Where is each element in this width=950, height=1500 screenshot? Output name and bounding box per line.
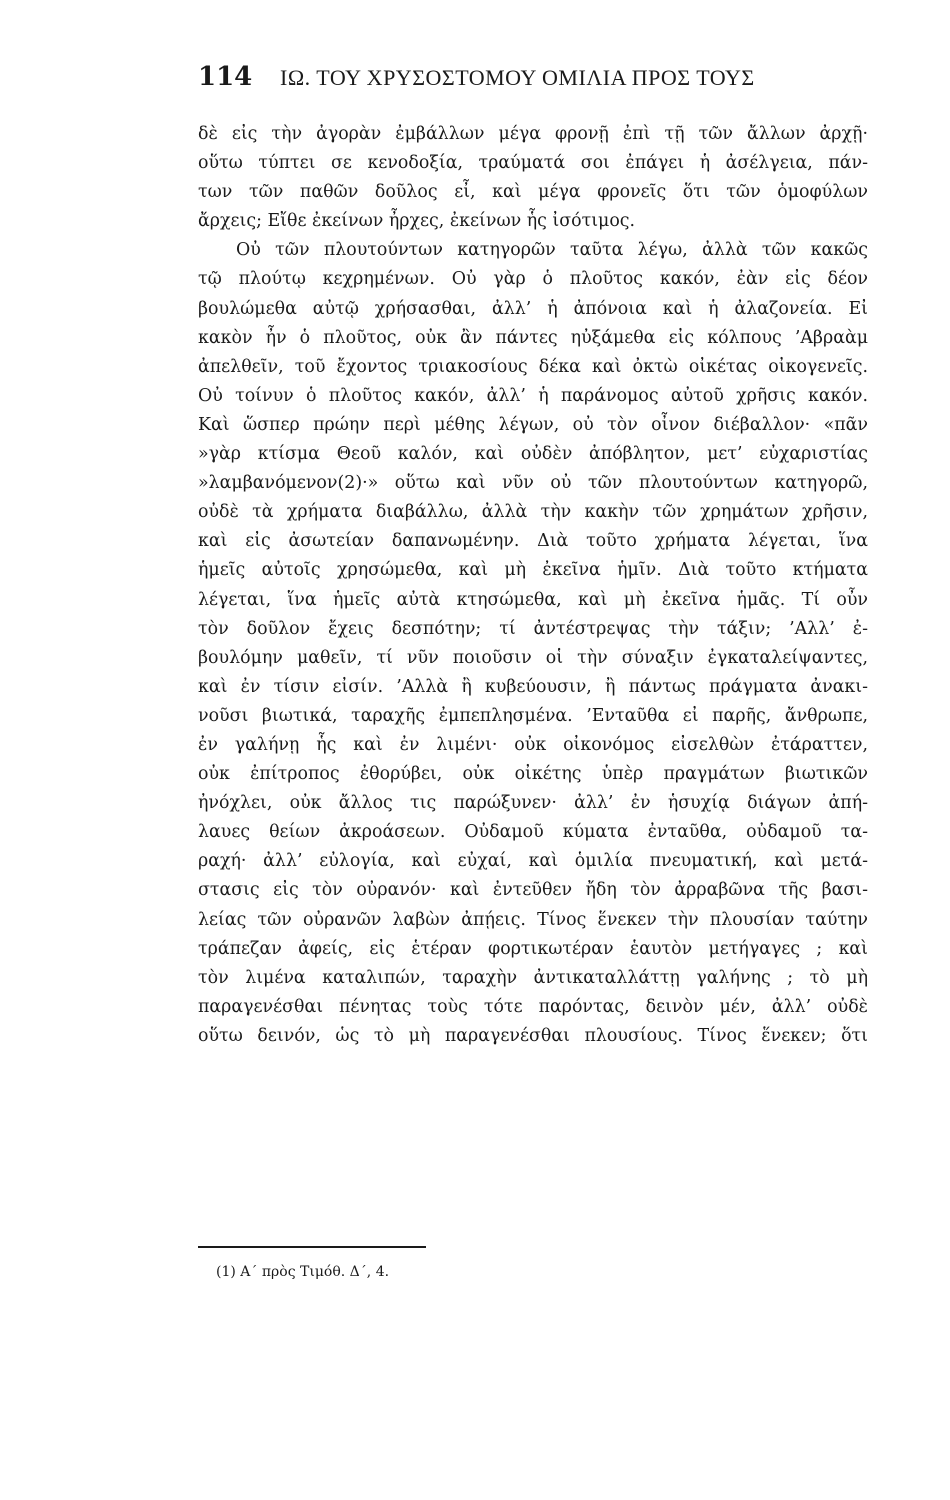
text-line: ἡμεῖς αὐτοῖς χρησώμεθα, καὶ μὴ ἐκεῖνα ἡμῖν. Διὰ τοῦτο κτήματα — [198, 560, 868, 581]
text-line: οὐδὲ τὰ χρήματα διαβάλλω, ἀλλὰ τὴν κακὴν τῶν χρημάτων χρῆσιν, — [198, 502, 868, 523]
text-line: »λαμβανόμενον(2)·» οὕτω καὶ νῦν οὐ τῶν πλουτούντων κατηγορῶ, — [198, 473, 868, 494]
text-line: τὸν δοῦλον ἔχεις δεσπότην; τί ἀντέστρεψας τὴν τάξιν; ’Αλλ’ ἐ- — [198, 618, 868, 639]
text-line: ἀπελθεῖν, τοῦ ἔχοντος τριακοσίους δέκα καὶ ὀκτὼ οἰκέτας οἰκογενεῖς. — [198, 356, 868, 377]
text-line: λείας τῶν οὐρανῶν λαβὼν ἀπῄεις. Τίνος ἕνεκεν τὴν πλουσίαν ταύτην — [198, 909, 868, 930]
text-line: καὶ ἐν τίσιν εἰσίν. ’Αλλὰ ἢ κυβεύουσιν, ἢ πάντως πράγματα ἀνακι- — [198, 676, 868, 697]
text-line: τὸν λιμένα καταλιπών, ταραχὴν ἀντικαταλλάττῃ γαλήνης ; τὸ μὴ — [198, 967, 868, 988]
body-text — [198, 120, 868, 1051]
text-line: λαυες θείων ἀκροάσεων. Οὐδαμοῦ κύματα ἐνταῦθα, οὐδαμοῦ τα- — [198, 822, 868, 843]
footnote: (1) Α΄ πρὸς Τιμόθ. Δ΄, 4. — [216, 1264, 390, 1280]
text-line: Καὶ ὥσπερ πρώην περὶ μέθης λέγων, οὐ τὸν οἶνον διέβαλλον· «πᾶν — [198, 414, 868, 435]
text-line: ἄρχεις; Εἴθε ἐκείνων ἦρχες, ἐκείνων ἧς ἰσότιμος. — [198, 211, 636, 232]
text-line: »γὰρ κτίσμα Θεοῦ καλόν, καὶ οὐδὲν ἀπόβλητον, μετ’ εὐχαριστίας — [198, 444, 868, 465]
text-line: παραγενέσθαι πένητας τοὺς τότε παρόντας, δεινὸν μέν, ἀλλ’ οὐδὲ — [198, 996, 868, 1017]
text-line: οὐκ ἐπίτροπος ἐθορύβει, οὐκ οἰκέτης ὑπὲρ πραγμάτων βιωτικῶν — [198, 764, 868, 785]
text-line: Οὐ τῶν πλουτούντων κατηγορῶν ταῦτα λέγω, ἀλλὰ τῶν κακῶς — [236, 240, 868, 261]
text-line: τράπεζαν ἀφείς, εἰς ἑτέραν φορτικωτέραν ἑαυτὸν μετήγαγες ; καὶ — [198, 938, 868, 959]
text-line: Οὐ τοίνυν ὁ πλοῦτος κακόν, ἀλλ’ ἡ παράνομος αὐτοῦ χρῆσις κακόν. — [198, 385, 868, 406]
text-line: λέγεται, ἵνα ἡμεῖς αὐτὰ κτησώμεθα, καὶ μὴ ἐκεῖνα ἡμᾶς. Τί οὖν — [198, 589, 868, 610]
text-line: ἠνόχλει, οὐκ ἄλλος τις παρώξυνεν· ἀλλ’ ἐν ἡσυχίᾳ διάγων ἀπή- — [198, 793, 868, 814]
text-line: δὲ εἰς τὴν ἀγορὰν ἐμβάλλων μέγα φρονῇ ἐπὶ τῇ τῶν ἄλλων ἀρχῇ· — [198, 124, 868, 144]
text-line: στασις εἰς τὸν οὐρανόν· καὶ ἐντεῦθεν ἤδη τὸν ἀρραβῶνα τῆς βασι- — [198, 880, 868, 901]
text-line: βουλώμεθα αὐτῷ χρήσασθαι, ἀλλ’ ἡ ἀπόνοια καὶ ἡ ἀλαζονεία. Εἰ — [198, 298, 868, 319]
text-line: οὕτω τύπτει σε κενοδοξία, τραύματά σοι ἐπάγει ἡ ἀσέλγεια, πάν- — [198, 153, 868, 174]
running-title: ΙΩ. ΤΟΥ ΧΡΥΣΟΣΤΟΜΟΥ ΟΜΙΛΙΑ ΠΡΟΣ ΤΟΥΣ — [280, 65, 755, 90]
text-line: κακὸν ἦν ὁ πλοῦτος, οὐκ ἂν πάντες ηὐξάμεθα εἰς κόλπους ’Αβραὰμ — [198, 327, 868, 348]
text-line: ραχή· ἀλλ’ εὐλογία, καὶ εὐχαί, καὶ ὁμιλία πνευματική, καὶ μετά- — [198, 851, 868, 872]
text-line: οὕτω δεινόν, ὡς τὸ μὴ παραγενέσθαι πλουσίους. Τίνος ἕνεκεν; ὅτι — [198, 1025, 868, 1046]
running-head — [198, 62, 798, 102]
text-line: νοῦσι βιωτικά, ταραχῆς ἐμπεπλησμένα. ’Ενταῦθα εἰ παρῆς, ἄνθρωπε, — [198, 705, 868, 726]
footnote-rule — [198, 1246, 426, 1248]
text-line: ἐν γαλήνῃ ἧς καὶ ἐν λιμένι· οὐκ οἰκονόμος εἰσελθὼν ἐτάραττεν, — [198, 734, 868, 755]
text-line: καὶ εἰς ἀσωτείαν δαπανωμένην. Διὰ τοῦτο χρήματα λέγεται, ἵνα — [198, 531, 868, 552]
text-line: τῷ πλούτῳ κεχρημένων. Οὐ γὰρ ὁ πλοῦτος κακόν, ἐὰν εἰς δέον — [198, 269, 868, 290]
text-line: των τῶν παθῶν δοῦλος εἶ, καὶ μέγα φρονεῖς ὅτι τῶν ὁμοφύλων — [198, 182, 868, 203]
page-number: 114 — [198, 62, 253, 92]
text-line: βουλόμην μαθεῖν, τί νῦν ποιοῦσιν οἱ τὴν σύναξιν ἐγκαταλείψαντες, — [198, 647, 868, 668]
